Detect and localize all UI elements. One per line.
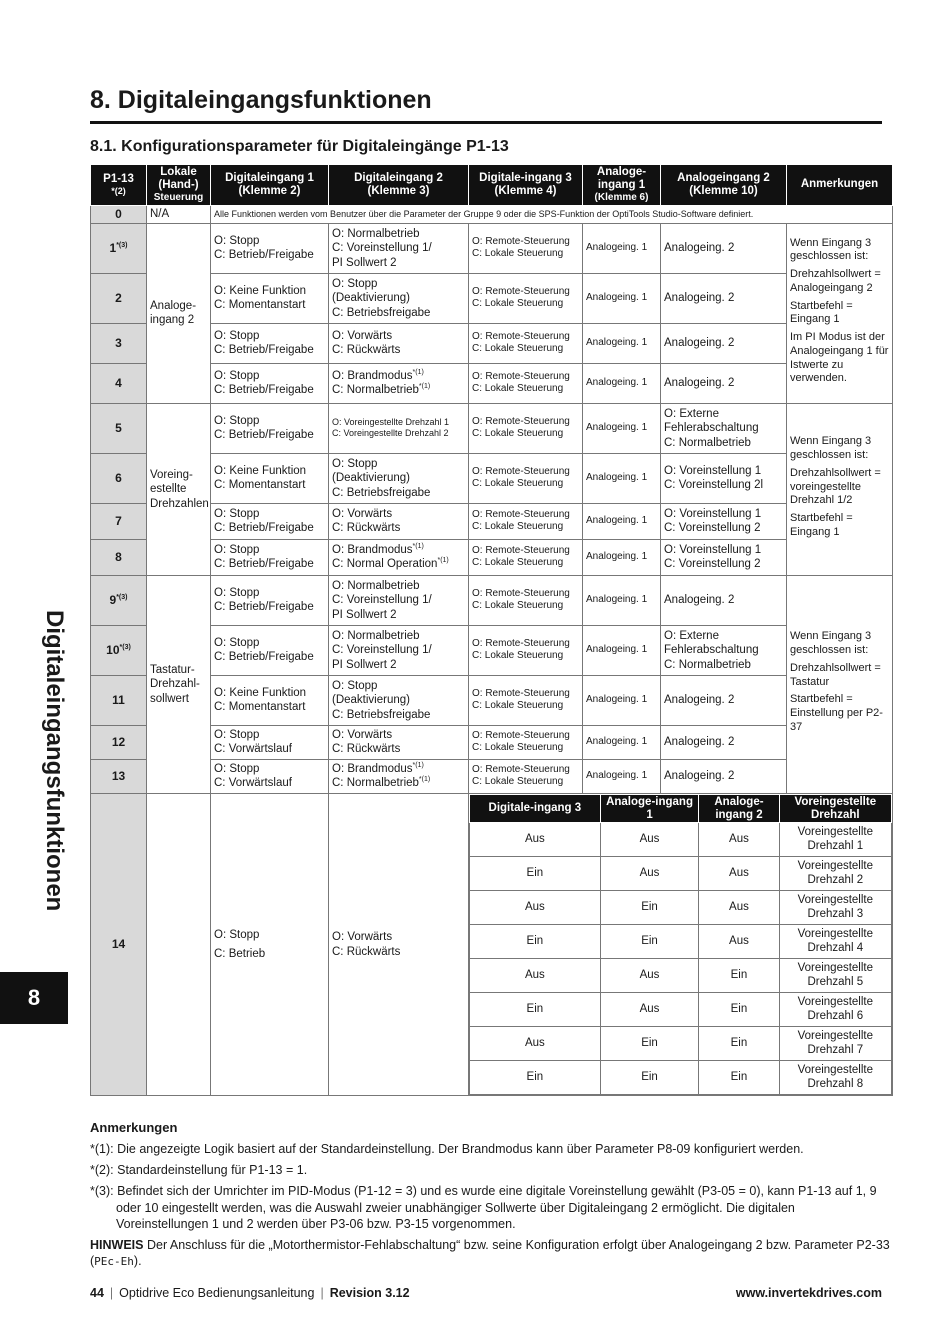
inner-cell: Aus [600,959,699,993]
row-number: 7 [91,503,147,539]
inner-cell: Aus [600,823,699,857]
cell-di2: O: Brandmodus$^{*(1)}$ C: Normalbetrieb$^{*(1)}$ [329,759,469,793]
table-row [91,725,893,759]
cell-ai1: Analogeing. 1 [583,403,661,453]
inner-cell: Ein [470,925,601,959]
cell-di2: O: Voreingestellte Drehzahl 1 C: Voreingestellte Drehzahl 2 [329,403,469,453]
cell-ai2: Analogeing. 2 [661,223,787,273]
website-link[interactable]: www.invertekdrives.com [735,1286,882,1300]
row-notes-g1: Wenn Eingang 3 geschlossen ist: Drehzahlsollwert = Analogeingang 2 Startbefehl = Eingang 1 Im PI Modus ist der Analogeingang 1 für Istwerte zu verwenden. [787,223,893,403]
inner-cell: Aus [600,857,699,891]
table-row [91,453,893,503]
cell-di3: O: Remote-Steuerung C: Lokale Steuerung [469,539,583,575]
table-header-row [91,165,893,206]
notes-heading: Anmerkungen [90,1120,178,1135]
cell-di2: O: Brandmodus$^{*(1)}$ C: Normal Operation$^{*(1)}$ [329,539,469,575]
cell-di3: O: Remote-Steuerung C: Lokale Steuerung [469,273,583,323]
inner-cell: Voreingestellte Drehzahl 3 [779,891,891,925]
table-row [91,323,893,363]
cell-ai1: Analogeing. 1 [583,759,661,793]
doc-title: Optidrive Eco Bedienungsanleitung [119,1286,315,1300]
section-subtitle: 8.1. Konfigurationsparameter für Digitaleingänge P1-13 [90,138,509,155]
cell-di3: O: Remote-Steuerung C: Lokale Steuerung [469,625,583,675]
cell-di1: O: Stopp C: Betrieb/Freigabe [211,503,329,539]
cell-di2: O: Vorwärts C: Rückwärts [329,503,469,539]
inner-cell: Voreingestellte Drehzahl 6 [779,993,891,1027]
cell-di1: O: Keine Funktion C: Momentanstart [211,675,329,725]
cell-di1: O: Stopp C: Vorwärtslauf [211,725,329,759]
cell-ai1: Analogeing. 1 [583,575,661,625]
cell-di3: O: Remote-Steuerung C: Lokale Steuerung [469,363,583,403]
inner-cell: Voreingestellte Drehzahl 4 [779,925,891,959]
cell-ai2: Analogeing. 2 [661,273,787,323]
cell-di3: O: Remote-Steuerung C: Lokale Steuerung [469,725,583,759]
inner-row [470,993,892,1027]
row-number: 1$^{*(3)}$ [91,223,147,273]
cell-ai1: Analogeing. 1 [583,725,661,759]
header-ai1: Analoge-ingang 1 (Klemme 6) [583,165,661,206]
row0-text: Alle Funktionen werden vom Benutzer über die Parameter der Gruppe 9 oder die SPS-Funktion der OptiTools Studio-Software definiert. [211,205,893,223]
config-table [90,164,893,1096]
cell-di1: O: Stopp C: Vorwärtslauf [211,759,329,793]
cell-di1: O: Stopp C: Betrieb/Freigabe [211,363,329,403]
cell-ai1: Analogeing. 1 [583,453,661,503]
cell-di2: O: Normalbetrieb C: Voreinstellung 1/ PI Sollwert 2 [329,625,469,675]
title-rule [90,121,882,124]
row-notes-g3: Wenn Eingang 3 geschlossen ist: Drehzahlsollwert = Tastatur Startbefehl = Einstellung per P2-37 [787,575,893,793]
side-tab-number: 8 [0,972,68,1024]
table-row [91,759,893,793]
table-row [91,675,893,725]
table-row [91,403,893,453]
row-notes-g2: Wenn Eingang 3 geschlossen ist: Drehzahlsollwert = voreingestellte Drehzahl 1/2 Startbefehl = Eingang 1 [787,403,893,575]
inner-cell: Aus [470,1027,601,1061]
row-number: 6 [91,453,147,503]
footnote-3: *(3): Befindet sich der Umrichter im PID-Modus (P1-12 = 3) und es wurde eine digitale Voreinstellung gewählt (P3-05 = 0), kann P1-13 auf 1, 9 oder 10 eingestellt werden, was die Auswahl zweier unabhängiger Sollwerte über Digitaleingang 2 ermöglicht. Die digitalen Voreinstellungen 1 und 2 werden über P3-06 bzw. P3-15 vorgenommen. [90,1184,877,1231]
inner-cell: Aus [699,891,779,925]
cell-di1: O: Stopp C: Betrieb/Freigabe [211,539,329,575]
inner-row [470,823,892,857]
table-row [91,363,893,403]
inner-cell: Voreingestellte Drehzahl 1 [779,823,891,857]
hint-label: HINWEIS [90,1238,144,1253]
inner-row [470,959,892,993]
inner-cell: Aus [699,925,779,959]
inner-header: Voreingestellte Drehzahl [779,794,891,822]
cell-ai2: O: Externe Fehlerabschaltung C: Normalbetrieb [661,403,787,453]
revision: Revision 3.12 [329,1286,410,1300]
cell-di2: O: Stopp (Deaktivierung) C: Betriebsfreigabe [329,675,469,725]
header-di3: Digitale-ingang 3 (Klemme 4) [469,165,583,206]
header-di1: Digitaleingang 1 (Klemme 2) [211,165,329,206]
cell-di3: O: Remote-Steuerung C: Lokale Steuerung [469,575,583,625]
cell-di2: O: Brandmodus$^{*(1)}$ C: Normalbetrieb$^{*(1)}$ [329,363,469,403]
inner-cell: Ein [600,1027,699,1061]
table-row [91,503,893,539]
inner-cell: Ein [699,993,779,1027]
cell-ai1: Analogeing. 1 [583,503,661,539]
inner-cell: Aus [470,959,601,993]
cell-di2: O: Vorwärts C: Rückwärts [329,793,469,1095]
row-number: 9$^{*(3)}$ [91,575,147,625]
cell-ai1: Analogeing. 1 [583,625,661,675]
cell-ai2: Analogeing. 2 [661,363,787,403]
inner-header: Digitale-ingang 3 [470,794,601,822]
cell-di2: O: Vorwärts C: Rückwärts [329,323,469,363]
cell-di2: O: Stopp (Deaktivierung) C: Betriebsfreigabe [329,453,469,503]
cell-di3: O: Remote-Steuerung C: Lokale Steuerung [469,675,583,725]
row-number: 11 [91,675,147,725]
cell-di1: O: Stopp C: Betrieb/Freigabe [211,403,329,453]
row-local: N/A [147,205,211,223]
row14-inner-wrap [469,793,893,1095]
inner-cell: Voreingestellte Drehzahl 2 [779,857,891,891]
header-di2: Digitaleingang 2 (Klemme 3) [329,165,469,206]
inner-row [470,891,892,925]
notes-section [90,1120,890,1270]
row-number: 10$^{*(3)}$ [91,625,147,675]
header-ai2: Analogeingang 2 (Klemme 10) [661,165,787,206]
table-row [91,205,893,223]
table-row [91,539,893,575]
inner-cell: Aus [699,823,779,857]
inner-cell: Voreingestellte Drehzahl 5 [779,959,891,993]
inner-cell: Ein [600,1061,699,1095]
cell-di1: O: Stopp C: Betrieb/Freigabe [211,625,329,675]
inner-row [470,925,892,959]
inner-cell: Ein [600,925,699,959]
cell-di2: O: Vorwärts C: Rückwärts [329,725,469,759]
inner-cell: Ein [470,993,601,1027]
row-number: 8 [91,539,147,575]
inner-cell: Ein [600,891,699,925]
inner-row [470,1061,892,1095]
header-notes: Anmerkungen [787,165,893,206]
cell-ai2: O: Externe Fehlerabschaltung C: Normalbetrieb [661,625,787,675]
inner-row [470,857,892,891]
table-row [91,273,893,323]
inner-header-row [470,794,892,822]
page-number: 44 [90,1286,104,1300]
row-number: 12 [91,725,147,759]
inner-cell: Aus [600,993,699,1027]
footnote-2: *(2): Standardeinstellung für P1-13 = 1. [90,1163,308,1178]
inner-cell: Aus [470,823,601,857]
row-number: 5 [91,403,147,453]
preset-speed-table [469,794,892,1095]
hint-code: PEc-Eh [94,1255,134,1269]
row-number: 3 [91,323,147,363]
cell-ai2: O: Voreinstellung 1 C: Voreinstellung 2l [661,453,787,503]
inner-cell: Ein [699,959,779,993]
cell-ai2: Analogeing. 2 [661,725,787,759]
inner-cell: Aus [470,891,601,925]
row-local-g3: Tastatur-Drehzahl-sollwert [147,575,211,793]
cell-ai1: Analogeing. 1 [583,223,661,273]
cell-ai2: Analogeing. 2 [661,675,787,725]
inner-cell: Ein [699,1027,779,1061]
row-local-g2: Voreing-estellte Drehzahlen [147,403,211,575]
table-row [91,793,893,1095]
table-row [91,575,893,625]
cell-di1: O: Stopp C: Betrieb/Freigabe [211,223,329,273]
header-lokale: Lokale (Hand-) Steuerung [147,165,211,206]
hint-paragraph: HINWEIS Der Anschluss für die „Motorthermistor-Fehlabschaltung“ bzw. seine Konfiguration erfolgt über Analogeingang 2 bzw. Parameter P2-33 (PEc-Eh). [90,1238,890,1269]
row-number: 2 [91,273,147,323]
cell-di1: O: Stopp C: Betrieb [211,793,329,1095]
row-local-empty [147,793,211,1095]
cell-di1: O: Keine Funktion C: Momentanstart [211,273,329,323]
cell-di3: O: Remote-Steuerung C: Lokale Steuerung [469,403,583,453]
cell-di1: O: Stopp C: Betrieb/Freigabe [211,575,329,625]
side-tab-text: Digitaleingangsfunktionen [41,610,68,912]
inner-cell: Voreingestellte Drehzahl 7 [779,1027,891,1061]
row-number: 13 [91,759,147,793]
cell-ai2: Analogeing. 2 [661,323,787,363]
cell-di3: O: Remote-Steuerung C: Lokale Steuerung [469,323,583,363]
inner-header: Analoge-ingang 1 [600,794,699,822]
inner-header: Analoge-ingang 2 [699,794,779,822]
row-number: 4 [91,363,147,403]
cell-di3: O: Remote-Steuerung C: Lokale Steuerung [469,503,583,539]
inner-cell: Ein [699,1061,779,1095]
cell-di1: O: Keine Funktion C: Momentanstart [211,453,329,503]
cell-di2: O: Normalbetrieb C: Voreinstellung 1/ PI Sollwert 2 [329,575,469,625]
cell-ai1: Analogeing. 1 [583,273,661,323]
cell-ai2: O: Voreinstellung 1 C: Voreinstellung 2 [661,503,787,539]
inner-cell: Aus [699,857,779,891]
cell-ai2: O: Voreinstellung 1 C: Voreinstellung 2 [661,539,787,575]
row-number: 14 [91,793,147,1095]
row-local-g1: Analoge-ingang 2 [147,223,211,403]
cell-ai2: Analogeing. 2 [661,575,787,625]
page-title: 8. Digitaleingangsfunktionen [90,86,432,114]
inner-cell: Ein [470,857,601,891]
cell-di3: O: Remote-Steuerung C: Lokale Steuerung [469,453,583,503]
cell-di3: O: Remote-Steuerung C: Lokale Steuerung [469,759,583,793]
cell-di2: O: Stopp (Deaktivierung) C: Betriebsfreigabe [329,273,469,323]
inner-cell: Voreingestellte Drehzahl 8 [779,1061,891,1095]
cell-di2: O: Normalbetrieb C: Voreinstellung 1/ PI Sollwert 2 [329,223,469,273]
footnote-1: *(1): Die angezeigte Logik basiert auf der Standardeinstellung. Der Brandmodus kann über Parameter P8-09 konfiguriert werden. [90,1141,804,1156]
cell-ai1: Analogeing. 1 [583,539,661,575]
table-row [91,223,893,273]
inner-row [470,1027,892,1061]
cell-ai1: Analogeing. 1 [583,323,661,363]
table-row [91,625,893,675]
cell-di3: O: Remote-Steuerung C: Lokale Steuerung [469,223,583,273]
cell-ai1: Analogeing. 1 [583,675,661,725]
inner-cell: Ein [470,1061,601,1095]
cell-ai1: Analogeing. 1 [583,363,661,403]
side-tab [0,610,68,970]
cell-di1: O: Stopp C: Betrieb/Freigabe [211,323,329,363]
header-p113: P1-13 *(2) [91,165,147,206]
row-number: 0 [91,205,147,223]
cell-ai2: Analogeing. 2 [661,759,787,793]
